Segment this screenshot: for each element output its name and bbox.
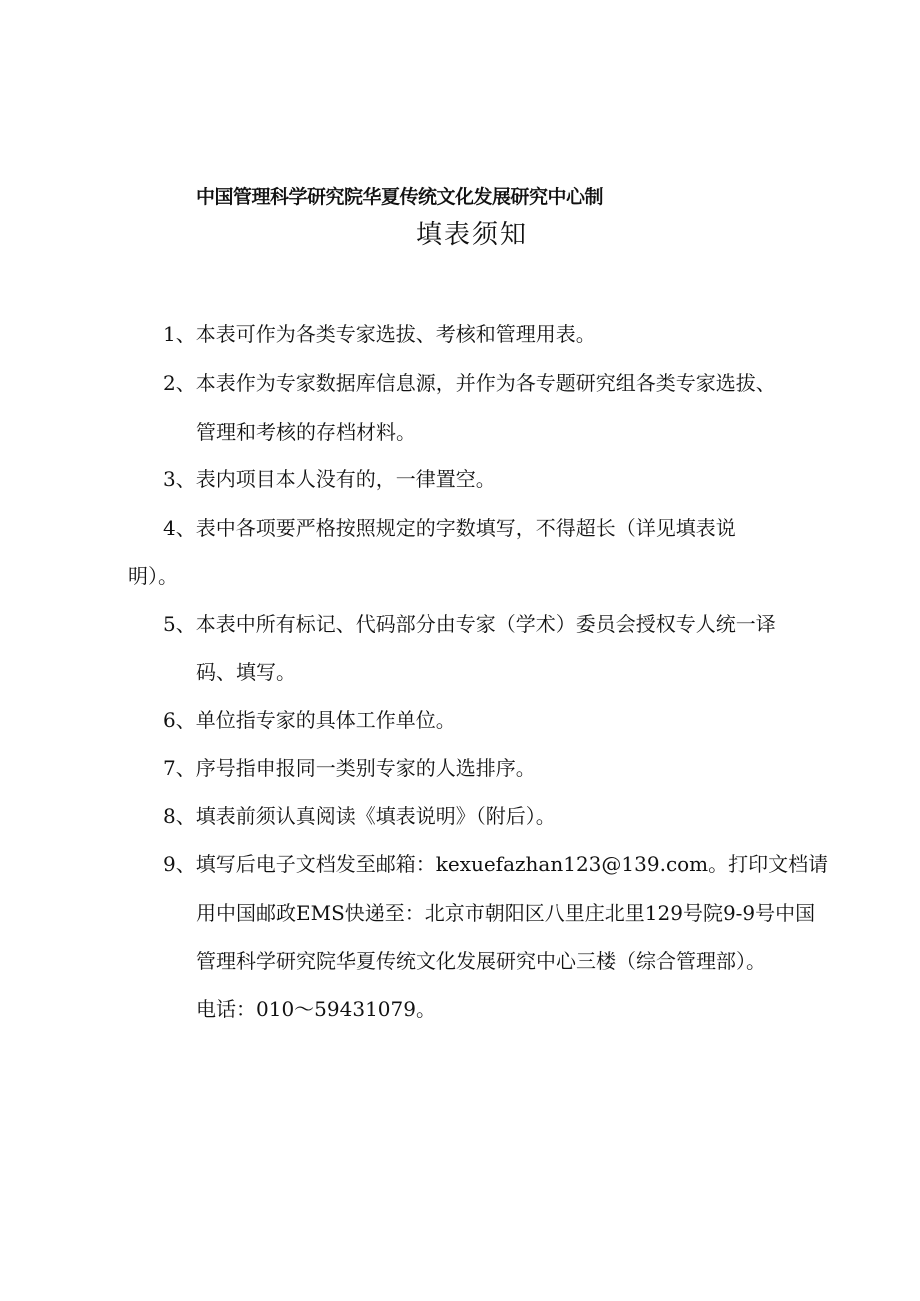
page-title: 填表须知 [416,220,529,250]
instruction-2-continuation: 管理和考核的存档材料。 [196,420,416,444]
instruction-1: 1、本表可作为各类专家选拔、考核和管理用表。 [163,322,596,346]
instruction-number: 3 [163,467,176,491]
instruction-2: 2、本表作为专家数据库信息源，并作为各专题研究组各类专家选拔、 [163,371,776,395]
instruction-text: 表内项目本人没有的，一律置空。 [195,467,496,491]
instruction-9-continuation: 管理科学研究院华夏传统文化发展研究中心三楼（综合管理部）。 [196,949,766,973]
instruction-text: 本表可作为各类专家选拔、考核和管理用表。 [195,322,596,346]
instruction-text: 单位指专家的具体工作单位。 [195,708,456,732]
instruction-9: 9、填写后电子文档发至邮箱：kexuefazhan123@139.com。打印文档请 [163,852,829,876]
instruction-8: 8、填表前须认真阅读《填表说明》（附后）。 [163,804,556,828]
instruction-number: 1 [163,322,176,346]
instruction-6: 6、单位指专家的具体工作单位。 [163,708,456,732]
instruction-number: 5 [163,612,176,636]
organization-line: 中国管理科学研究院华夏传统文化发展研究中心制 [196,186,604,208]
instruction-text: 填表前须认真阅读《填表说明》（附后）。 [195,804,556,828]
instruction-7: 7、序号指申报同一类别专家的人选排序。 [163,756,536,780]
instruction-4: 4、表中各项要严格按照规定的字数填写，不得超长（详见填表说 [163,516,736,540]
instruction-9-continuation: 用中国邮政EMS快递至：北京市朝阳区八里庄北里129号院9-9号中国 [196,901,816,925]
instruction-text: 本表作为专家数据库信息源，并作为各专题研究组各类专家选拔、 [195,371,776,395]
instruction-number: 2 [163,371,176,395]
instruction-text: 填写后电子文档发至邮箱：kexuefazhan123@139.com。打印文档请 [195,852,829,876]
instruction-number: 8 [163,804,176,828]
instruction-number: 4 [163,516,176,540]
instruction-9-continuation: 电话：010～59431079。 [196,997,436,1021]
instruction-5: 5、本表中所有标记、代码部分由专家（学术）委员会授权专人统一译 [163,612,776,636]
instruction-4-continuation: 明）。 [128,564,178,588]
instruction-text: 本表中所有标记、代码部分由专家（学术）委员会授权专人统一译 [195,612,776,636]
instruction-number: 9 [163,852,176,876]
instruction-number: 7 [163,756,176,780]
instruction-5-continuation: 码、填写。 [196,660,296,684]
instruction-number: 6 [163,708,176,732]
instruction-text: 表中各项要严格按照规定的字数填写，不得超长（详见填表说 [195,516,736,540]
instruction-3: 3、表内项目本人没有的，一律置空。 [163,467,496,491]
instruction-text: 序号指申报同一类别专家的人选排序。 [195,756,536,780]
